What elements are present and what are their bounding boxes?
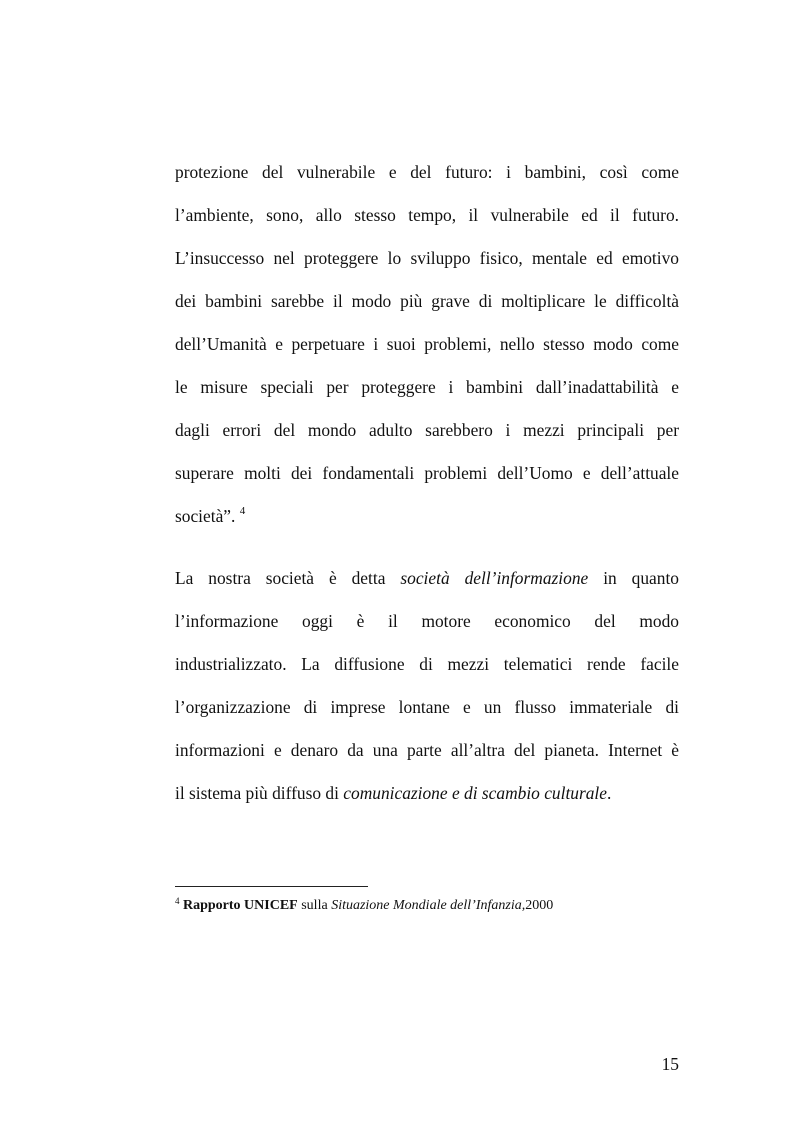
text-line: le misure speciali per proteggere i bambini dall’inadattabilità e <box>175 377 679 397</box>
text-segment: La nostra società è detta <box>175 568 386 588</box>
text-segment: in quanto <box>603 568 679 588</box>
text-segment: . <box>607 783 612 803</box>
footnote <box>175 897 553 915</box>
footnote-title-italic: Situazione Mondiale dell’Infanzia, <box>331 898 526 913</box>
text-line: l’informazione oggi è il motore economico del modo <box>175 611 679 631</box>
footnote-reference[interactable]: 4 <box>239 505 246 517</box>
page-number: 15 <box>661 1054 679 1074</box>
italic-term: comunicazione e di scambio culturale <box>343 783 607 803</box>
footnote-source-bold: Rapporto UNICEF <box>183 898 298 913</box>
text-line: dei bambini sarebbe il modo più grave di moltiplicare le difficoltà <box>175 291 679 311</box>
text-line-last <box>175 495 679 538</box>
text-line: industrializzato. La diffusione di mezzi telematici rende facile <box>175 654 679 674</box>
text-line: dell’Umanità e perpetuare i suoi problemi, nello stesso modo come <box>175 334 679 354</box>
text-line-content: società”. <box>175 506 236 526</box>
paragraph-quote-continuation <box>175 151 679 538</box>
text-line: l’organizzazione di imprese lontane e un flusso immateriale di <box>175 697 679 717</box>
footnote-number: 4 <box>175 896 180 906</box>
text-line: protezione del vulnerabile e del futuro: i bambini, così come <box>175 162 679 182</box>
footnote-year: 2000 <box>525 898 554 913</box>
text-line-last <box>175 772 679 815</box>
paragraph-information-society <box>175 557 679 815</box>
footnote-text: sulla <box>301 898 328 913</box>
text-line: L’insuccesso nel proteggere lo sviluppo fisico, mentale ed emotivo <box>175 248 679 268</box>
italic-term: società dell’informazione <box>400 568 589 588</box>
text-segment: il sistema più diffuso di <box>175 783 339 803</box>
text-line: superare molti dei fondamentali problemi dell’Uomo e dell’attuale <box>175 463 679 483</box>
text-line: informazioni e denaro da una parte all’altra del pianeta. Internet è <box>175 740 679 760</box>
text-line: l’ambiente, sono, allo stesso tempo, il vulnerabile ed il futuro. <box>175 205 679 225</box>
text-line <box>175 557 679 600</box>
footnote-separator <box>175 886 368 887</box>
text-line: dagli errori del mondo adulto sarebbero i mezzi principali per <box>175 420 679 440</box>
